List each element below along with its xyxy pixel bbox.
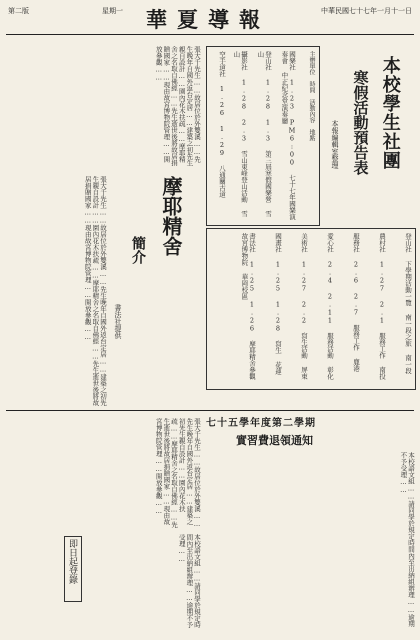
section-rule: [6, 410, 414, 411]
table-header: 主辦單位 時間 活動內容 地點: [308, 51, 315, 141]
schedule-subtitle: 寒假活動預告表: [351, 70, 370, 175]
article2-subhead: 實習費退領通知: [236, 434, 313, 447]
lower-column-bottom: 本校語文組……請同學於規定時間內至出納組辦理……逾期不予受理……: [177, 534, 201, 628]
row-1: 國樂社 1.23 PM6:00 七十七年國樂演奏會 中正紀念堂演奏廳: [280, 51, 296, 220]
schedule-table-top: [206, 46, 320, 226]
page-number: 第二版: [8, 7, 29, 15]
issue-date: 中華民國七十七年一月十一日: [321, 7, 412, 15]
masthead-rule: [6, 34, 414, 35]
row-8: 愛心社 2.4 2.11 服務活動 彰化: [326, 233, 334, 380]
schedule-table-bottom: [206, 228, 416, 390]
article2-headline: 七十五學年度第二學期: [206, 418, 316, 429]
row-7: 服務社 2.6 2.7 服務工作 鹿港: [352, 233, 360, 372]
masthead: [6, 4, 414, 34]
row-10: 國畫社 1.25 1.28 寫生 花蓮: [274, 233, 282, 375]
article1-headline: 摩耶精舍: [159, 176, 183, 256]
row-2: 登山社 1.28 1.3 第三屆寒假國樂營 雪山: [256, 51, 272, 217]
row-5: 登山社 下學期活動一覽 南一段之旅 南一段: [404, 233, 412, 374]
article1-body-top: 張大千先生……故居位於外雙溪……先生晚年自國外返台定居……建築之初先生親自設計……園內花木扶疏……摩耶精舍之名取自佛經……先生逝世後將故居捐贈國家……現由故宮博物院管理……開放參觀……: [154, 46, 201, 166]
article1-byline: 書法社提供: [114, 304, 122, 339]
row-6: 農村社 1.27 2.1 服務工作 南投: [378, 233, 386, 380]
newspaper-title: 華夏導報: [146, 7, 270, 32]
article2-headline-bar: [206, 414, 414, 432]
row-4: 空手道社 1.26 1.29 八通關古道: [218, 51, 226, 198]
row-11: 書法社 1.25 1.26 摩耶精舍參觀 故宮博物院 華岡校區: [240, 233, 256, 380]
weekday: 星期一: [102, 7, 123, 15]
row-9: 美術社 1.27 2.2 寫生活動 屏東: [300, 233, 308, 380]
schedule-compiler: 本報編輯室整理: [331, 120, 339, 169]
article1-subhead: 簡介: [130, 236, 146, 264]
article2-body: 本校語文組……請同學於規定時間內至出納組辦理……逾期不予受理……: [399, 452, 415, 627]
lower-column-top: 張大千先生……故居位於外雙溪……先生晚年自國外返台定居……建築之初先生親自設計……園內花木扶疏……摩耶精舍之名取自佛經……先生逝世後將故居捐贈國家……現由故宮博物院管理……開放參觀……: [154, 418, 201, 528]
row-3: 攝影社 1.28 2.3 雪山東峰登山活動 雪山: [232, 51, 248, 217]
article1-body-left: 張大千先生……故居位於外雙溪……先生晚年自國外返台定居……建築之初先生親自設計……園內花木扶疏……摩耶精舍之名取自佛經……先生逝世後將故居捐贈國家……現由故宮博物院管理……開放參觀……: [83, 176, 107, 406]
schedule-title: 本校學生社團: [379, 56, 401, 170]
notice-stamp: 即日起登錄: [64, 536, 82, 602]
